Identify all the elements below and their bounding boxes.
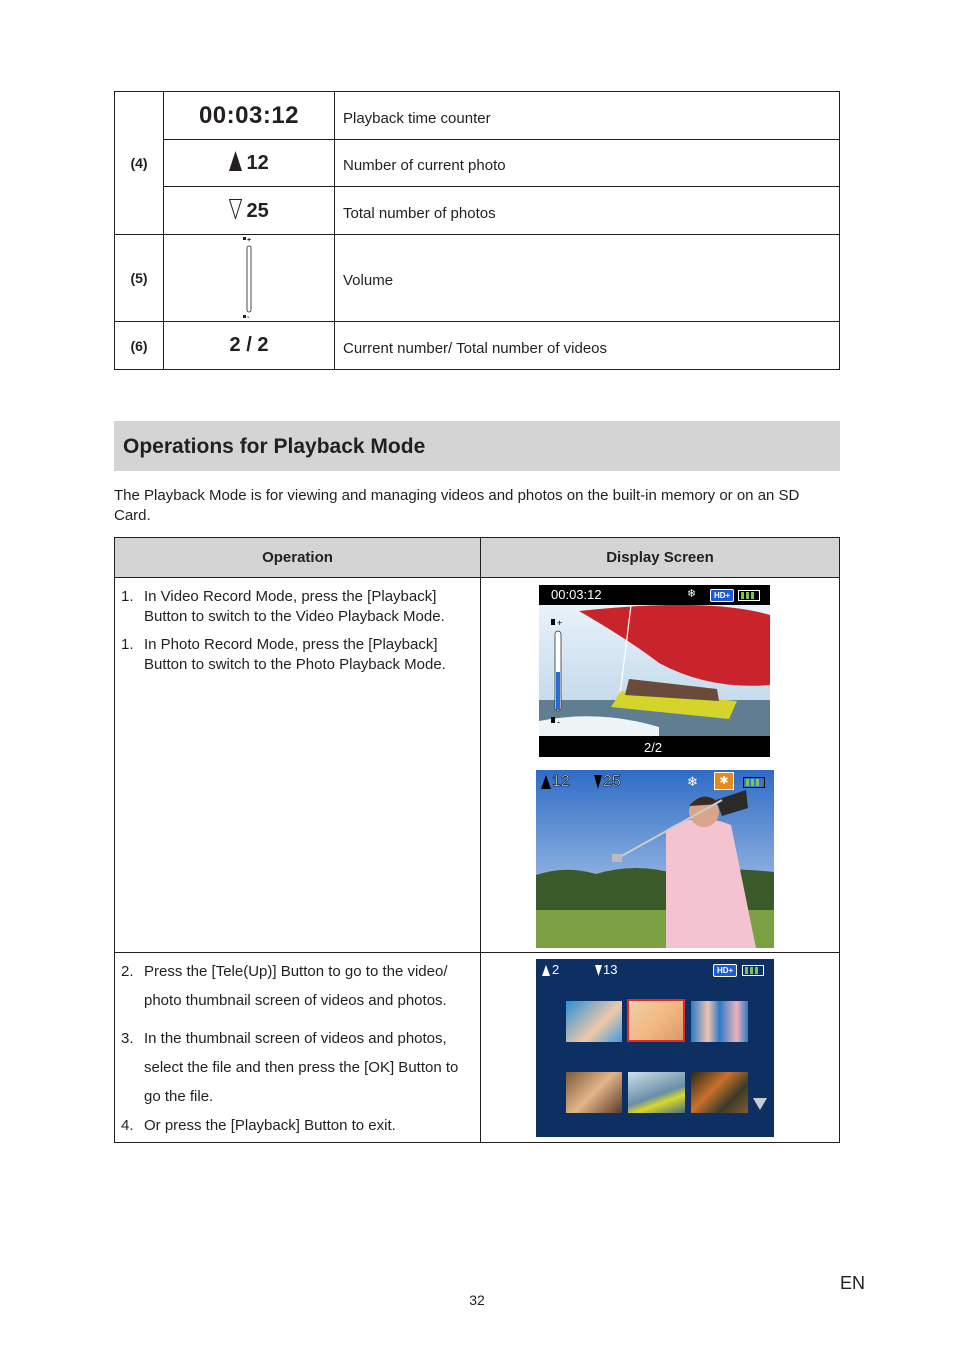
thumbnail-item[interactable] <box>566 1001 622 1042</box>
golfer-photo <box>536 770 774 948</box>
volume-slider-icon <box>242 236 256 320</box>
current-photo-up-triangle-icon <box>541 775 551 789</box>
current-file-up-triangle-icon <box>542 965 550 976</box>
row-number: (6) <box>115 322 164 370</box>
time-counter-value: 00:03:12 <box>198 101 300 129</box>
photo-playback-screen <box>536 770 774 948</box>
icon-legend-table <box>114 91 840 370</box>
sd-card-icon: ❄ <box>687 588 697 600</box>
svg-text:+: + <box>557 618 563 628</box>
step-item: 2. Press the [Tele(Up)] Button to go to the video/ photo thumbnail screen of videos and photos. <box>121 963 448 1009</box>
total-photos-down-triangle-icon <box>229 199 242 219</box>
video-counter: 2/2 <box>644 740 663 755</box>
row-number: (5) <box>115 235 164 322</box>
battery-icon <box>743 777 765 788</box>
thumbnail-item[interactable] <box>691 1001 748 1042</box>
column-header-operation: Operation <box>115 538 481 578</box>
svg-text:-: - <box>247 314 250 320</box>
volume-bar-icon <box>549 617 571 727</box>
battery-icon <box>738 590 760 601</box>
thumbnail-item[interactable] <box>566 1072 622 1113</box>
row-number: (4) <box>115 92 164 235</box>
image-quality-icon: ✱ <box>714 772 734 790</box>
operations-table <box>114 537 840 1143</box>
current-file-number: 2 <box>552 962 560 977</box>
row-description: Volume <box>335 235 840 322</box>
row-description: Number of current photo <box>335 140 840 187</box>
hd-resolution-badge: HD+ <box>713 964 737 977</box>
video-playback-screen <box>539 585 770 757</box>
row-description: Total number of photos <box>335 187 840 235</box>
video-counter-value: 2 / 2 <box>229 334 269 356</box>
time-counter: 00:03:12 <box>551 587 602 602</box>
section-title: Operations for Playback Mode <box>123 435 426 458</box>
svg-text:-: - <box>557 717 560 727</box>
thumbnail-item[interactable] <box>691 1072 748 1113</box>
svg-text:+: + <box>247 237 252 244</box>
thumbnail-item-selected[interactable] <box>627 999 685 1042</box>
battery-icon <box>742 965 764 976</box>
total-photos-value: 25 <box>246 199 269 222</box>
thumbnail-item[interactable] <box>628 1072 685 1113</box>
language-label: EN <box>840 1273 866 1293</box>
current-photo-up-triangle-icon <box>229 151 242 171</box>
sd-card-icon: ❄ <box>687 774 698 789</box>
current-photo-number: 12 <box>552 773 570 790</box>
thumbnail-screen <box>536 959 774 1137</box>
total-photos-number: 25 <box>603 773 621 790</box>
step-item: 3. In the thumbnail screen of videos and photos, select the file and then press the [OK] Button to go the file. <box>121 1030 459 1105</box>
hd-resolution-badge: HD+ <box>710 589 734 602</box>
sailboat-photo <box>539 605 770 736</box>
column-header-display-screen: Display Screen <box>481 538 840 578</box>
step-item: 4. Or press the [Playback] Button to exit. <box>121 1117 396 1134</box>
page-number: 32 <box>469 1292 485 1308</box>
total-photos-down-triangle-icon <box>594 775 602 789</box>
section-header <box>114 421 840 471</box>
step-item: 1. In Photo Record Mode, press the [Playback] Button to switch to the Photo Playback Mode. <box>121 636 446 673</box>
row-description: Current number/ Total number of videos <box>335 322 840 370</box>
intro-paragraph: The Playback Mode is for viewing and managing videos and photos on the built-in memory or on an SD Card. <box>114 487 800 524</box>
total-files-down-triangle-icon <box>595 965 602 976</box>
step-item: 1. In Video Record Mode, press the [Playback] Button to switch to the Video Playback Mode. <box>121 588 445 625</box>
current-photo-value: 12 <box>246 152 269 174</box>
scroll-down-arrow-icon[interactable] <box>753 1098 767 1110</box>
row-description: Playback time counter <box>335 92 840 140</box>
total-files-number: 13 <box>603 962 618 977</box>
